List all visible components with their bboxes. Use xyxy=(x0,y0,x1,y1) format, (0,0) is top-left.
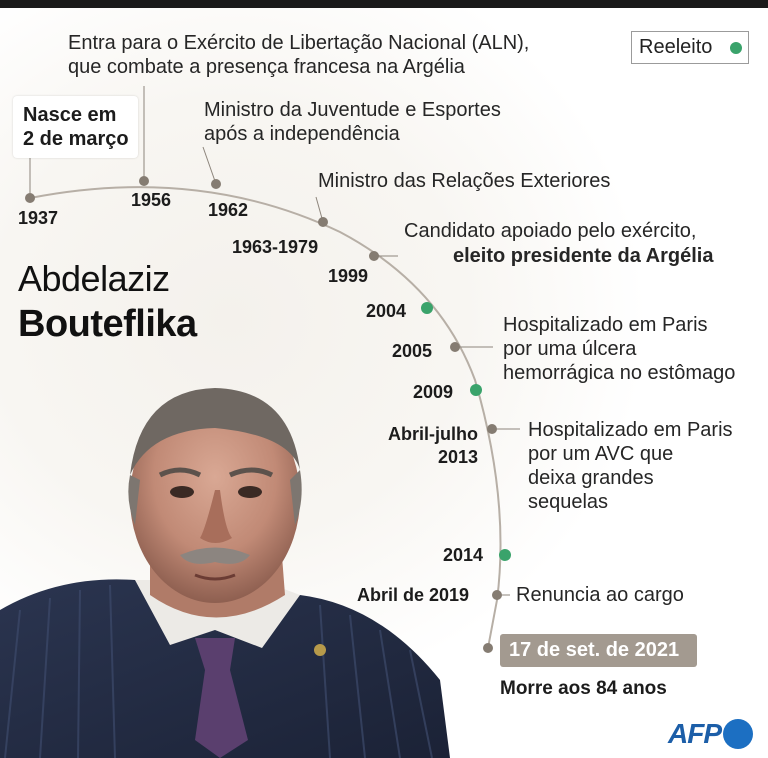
event-hosp2-line-3: deixa grandes xyxy=(528,467,654,489)
node-2021 xyxy=(483,643,493,653)
title-first-name: Abdelaziz xyxy=(18,258,170,299)
legend xyxy=(631,31,749,64)
afp-logo-text: AFP xyxy=(668,718,721,749)
event-elected-line-1: Candidato apoiado pelo exército, xyxy=(404,220,697,242)
year-2005: 2005 xyxy=(392,341,433,361)
event-hosp1-line-2: por uma úlcera xyxy=(503,338,637,360)
year-1999: 1999 xyxy=(328,266,369,286)
year-2004: 2004 xyxy=(366,301,407,321)
node-1999 xyxy=(369,251,379,261)
legend-label: Reeleito xyxy=(639,36,713,58)
node-2014-reelected xyxy=(499,549,511,561)
node-2019 xyxy=(492,590,502,600)
leader-1962 xyxy=(203,147,216,184)
event-hosp2-line-2: por um AVC que xyxy=(528,443,674,465)
year-1937: 1937 xyxy=(18,208,59,228)
birth-line-1: Nasce em xyxy=(23,104,117,126)
event-hosp1-line-3: hemorrágica no estômago xyxy=(503,362,736,384)
event-foreign-minister: Ministro das Relações Exteriores xyxy=(318,170,611,192)
event-hosp2-line-1: Hospitalizado em Paris xyxy=(528,419,733,441)
death-date: 17 de set. de 2021 xyxy=(509,639,680,661)
event-hosp2-line-4: sequelas xyxy=(528,491,609,513)
death-caption: Morre aos 84 anos xyxy=(500,678,667,699)
portrait-photo xyxy=(0,380,450,758)
title-last-name: Bouteflika xyxy=(18,303,197,345)
node-2004-reelected xyxy=(421,302,433,314)
year-2019: Abril de 2019 xyxy=(357,585,470,605)
year-1962: 1962 xyxy=(208,200,249,220)
node-2013 xyxy=(487,424,497,434)
node-1962 xyxy=(211,179,221,189)
node-1956 xyxy=(139,176,149,186)
node-2005 xyxy=(450,342,460,352)
node-2009-reelected xyxy=(470,384,482,396)
afp-logo-circle xyxy=(723,719,753,749)
year-2014: 2014 xyxy=(443,545,484,565)
event-aln-line-2: que combate a presença francesa na Argélia xyxy=(68,56,465,78)
year-2009: 2009 xyxy=(413,382,454,402)
event-aln-line-1: Entra para o Exército de Libertação Nacional (ALN), xyxy=(68,32,530,54)
year-1956: 1956 xyxy=(131,190,172,210)
birth-line-2: 2 de março xyxy=(23,128,129,150)
death-date-pill xyxy=(500,634,697,667)
event-elected-line-2: eleito presidente da Argélia xyxy=(453,245,714,267)
year-2013-label-1: Abril-julho xyxy=(388,424,478,444)
year-2013-label-2: 2013 xyxy=(437,447,478,467)
year-1963-1979: 1963-1979 xyxy=(232,237,319,257)
event-youth-line-2: após a independência xyxy=(204,123,400,145)
event-resign: Renuncia ao cargo xyxy=(516,584,684,606)
legend-reelected-dot xyxy=(730,42,742,54)
event-youth-line-1: Ministro da Juventude e Esportes xyxy=(204,99,501,121)
node-1937 xyxy=(25,193,35,203)
event-hosp1-line-1: Hospitalizado em Paris xyxy=(503,314,708,336)
birth-box xyxy=(13,96,138,158)
node-1963 xyxy=(318,217,328,227)
